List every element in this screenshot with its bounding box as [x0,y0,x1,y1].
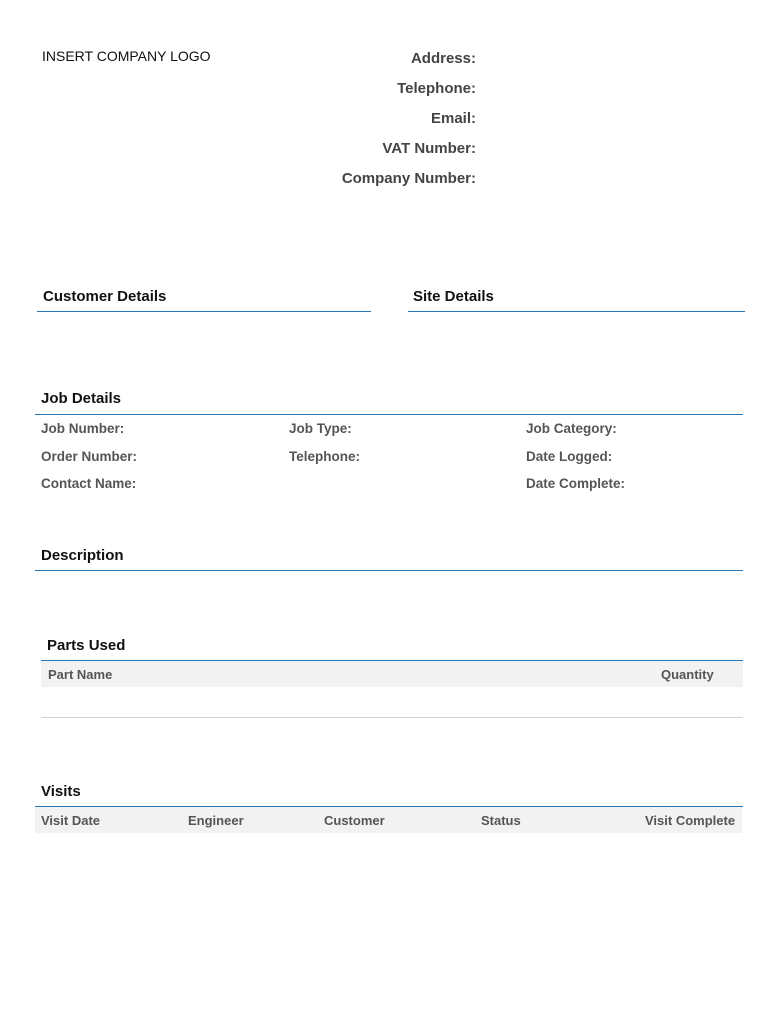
visit-date-column-header: Visit Date [41,813,101,828]
customer-column-header: Customer [324,813,385,828]
job-telephone-label: Telephone: [289,449,361,464]
site-details-title: Site Details [413,288,494,305]
company-number-label: Company Number: [341,170,476,187]
description-rule [35,570,743,571]
order-number-label: Order Number: [41,449,138,464]
parts-used-title: Parts Used [47,637,126,654]
job-number-label: Job Number: [41,421,125,436]
description-title: Description [41,547,124,564]
site-details-rule [408,311,745,312]
company-telephone-label: Telephone: [397,80,476,97]
visits-table-header [35,807,742,833]
job-category-label: Job Category: [526,421,617,436]
company-info [300,48,476,198]
part-name-column-header: Part Name [48,667,113,682]
engineer-column-header: Engineer [188,813,244,828]
company-email-label: Email: [430,110,476,127]
job-details-rule [35,414,743,415]
company-vat-number-label: VAT Number: [382,140,476,157]
date-logged-label: Date Logged: [526,449,613,464]
visit-complete-column-header: Visit Complete [645,813,736,828]
status-column-header: Status [481,813,521,828]
job-type-label: Job Type: [289,421,352,436]
customer-details-rule [37,311,371,312]
company-address-label: Address: [410,50,476,67]
contact-name-label: Contact Name: [41,476,137,491]
company-logo-placeholder: INSERT COMPANY LOGO [42,48,211,64]
quantity-column-header: Quantity [661,667,714,682]
visits-title: Visits [41,783,81,800]
job-details-title: Job Details [41,390,122,407]
date-complete-label: Date Complete: [526,476,626,491]
customer-details-title: Customer Details [43,288,167,305]
parts-table-header [41,661,743,687]
parts-table-bottom-rule [41,717,743,718]
